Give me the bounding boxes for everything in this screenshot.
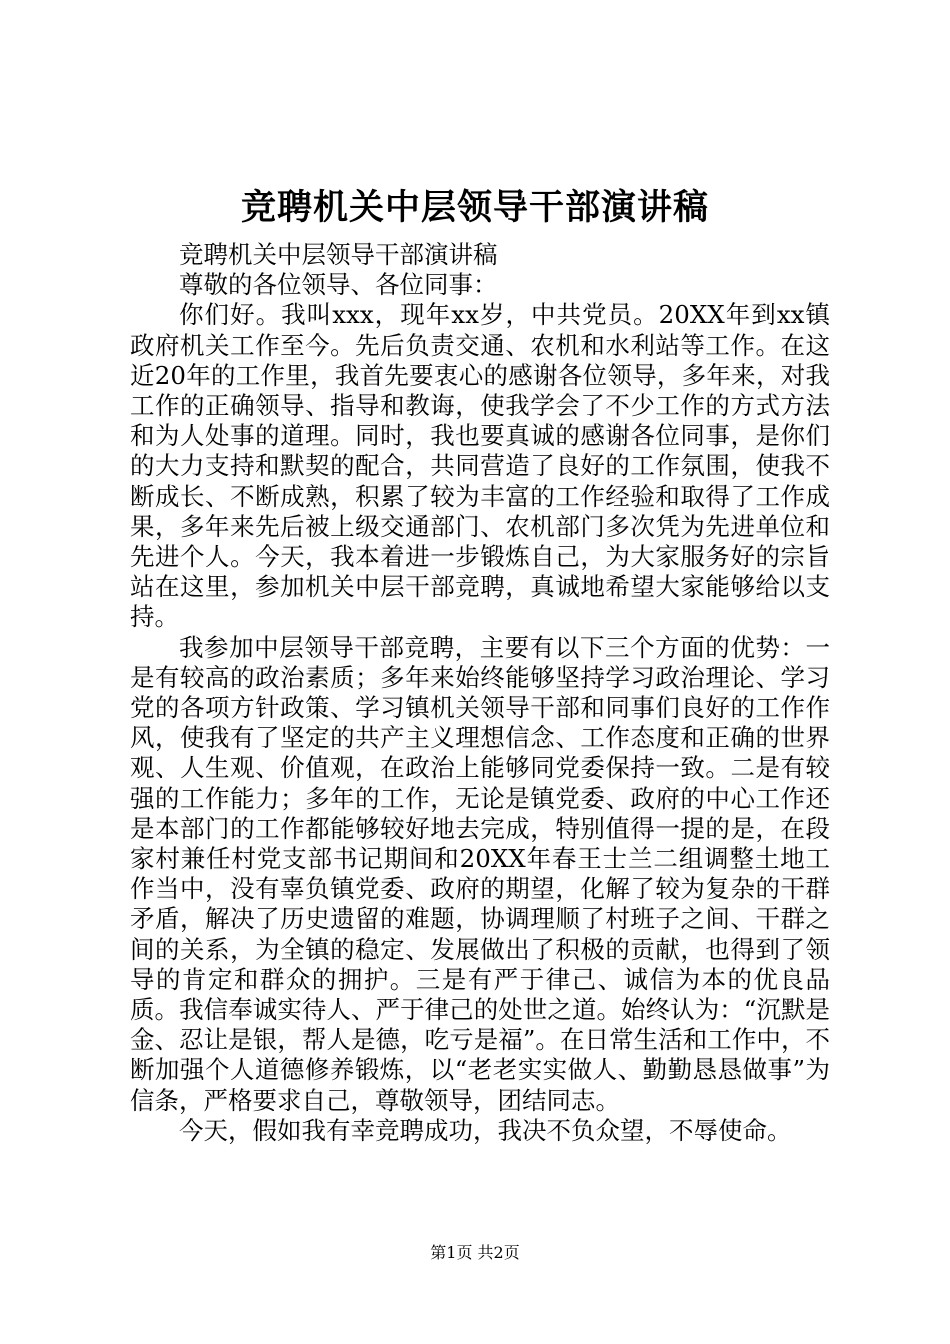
- page-footer: 第1页 共2页: [430, 1243, 520, 1262]
- document-body: [130, 240, 830, 1146]
- document-title: 竞聘机关中层领导干部演讲稿: [240, 187, 709, 228]
- paragraph-commitment: 今天，假如我有幸竞聘成功，我决不负众望，不辱使命。: [179, 1115, 792, 1145]
- paragraph-salutation: 尊敬的各位领导、各位同事：: [179, 270, 498, 300]
- paragraph-heading: 竞聘机关中层领导干部演讲稿: [179, 240, 498, 269]
- paragraph-introduction: 你们好。我叫xxx，现年xx岁，中共党员。20XX年到xx镇政府机关工作至今。先后负责交通、农机和水利站等工作。在这近20年的工作里，我首先要衷心的感谢各位领导，多年来，对我工作的正确领导、指导和教诲，使我学会了不少工作的方式方法和为人处事的道理。同时，我也要真诚的感谢各位同事，是你们的大力支持和默契的配合，共同营造了良好的工作氛围，使我不断成长、不断成熟，积累了较为丰富的工作经验和取得了工作成果，多年来先后被上级交通部门、农机部门多次凭为先进单位和先进个人。今天，我本着进一步锻炼自己，为大家服务好的宗旨站在这里，参加机关中层干部竞聘，真诚地希望大家能够给以支持。: [130, 300, 830, 632]
- paragraph-advantages: 我参加中层领导干部竞聘，主要有以下三个方面的优势：一是有较高的政治素质；多年来始终能够坚持学习政治理论、学习党的各项方针政策、学习镇机关领导干部和同事们良好的工作作风，使我有了坚定的共产主义理想信念、工作态度和正确的世界观、人生观、价值观，在政治上能够同党委保持一致。二是有较强的工作能力；多年的工作，无论是镇党委、政府的中心工作还是本部门的工作都能够较好地去完成，特别值得一提的是，在段家村兼任村党支部书记期间和20XX年春王士兰二组调整土地工作当中，没有辜负镇党委、政府的期望，化解了较为复杂的干群矛盾，解决了历史遗留的难题，协调理顺了村班子之间、干群之间的关系，为全镇的稳定、发展做出了积极的贡献，也得到了领导的肯定和群众的拥护。三是有严于律己、诚信为本的优良品质。我信奉诚实待人、严于律己的处世之道。始终认为：“沉默是金、忍让是银，帮人是德，吃亏是福”。在日常生活和工作中，不断加强个人道德修养锻炼，以“老老实实做人、勤勤恳恳做事”为信条，严格要求自己，尊敬领导，团结同志。: [130, 632, 830, 1115]
